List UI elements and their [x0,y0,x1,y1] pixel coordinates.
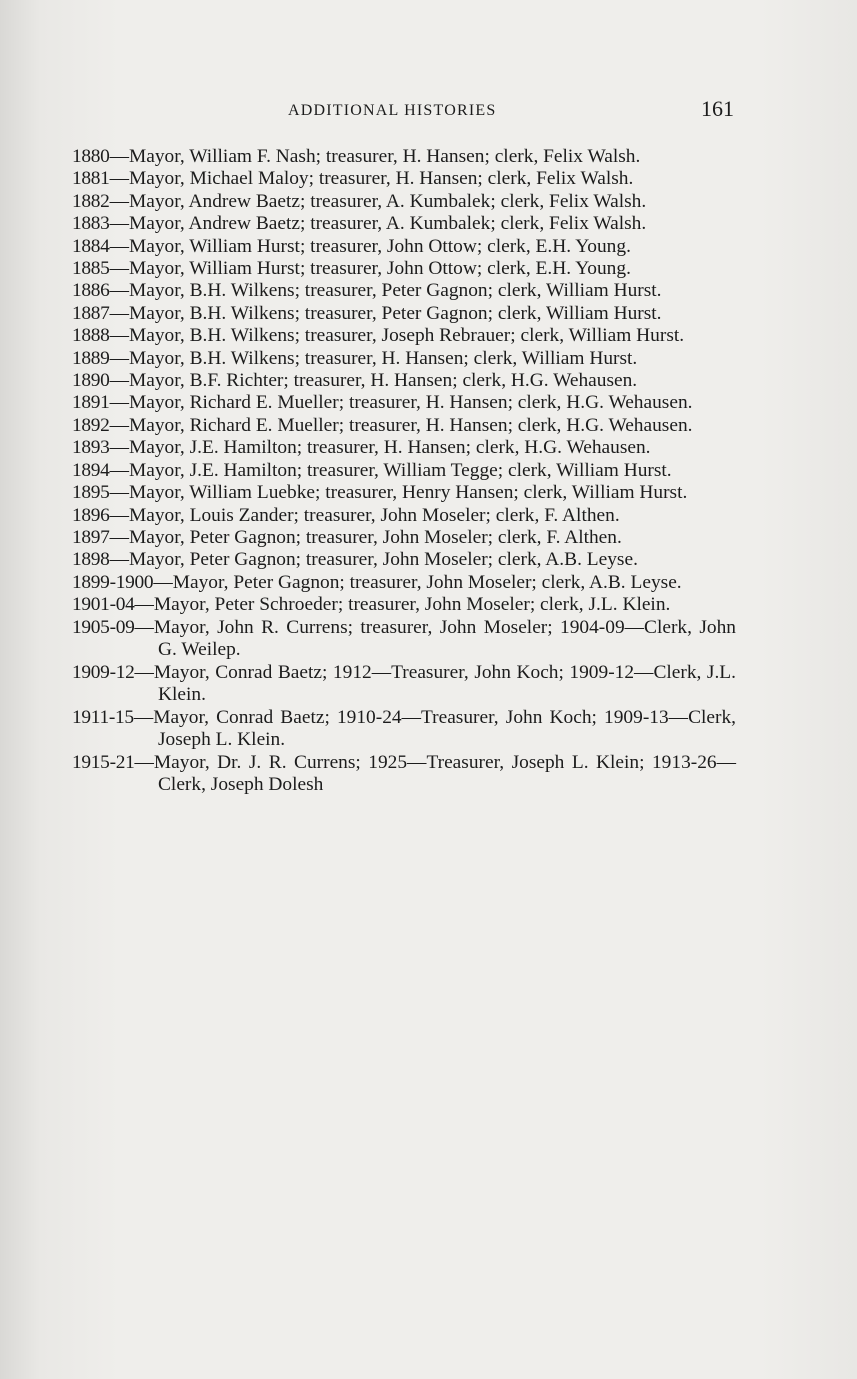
list-item [72,527,736,550]
entry-year: 1915-21 [72,751,135,773]
list-item [72,348,736,371]
list-item [72,707,736,752]
entry-year: 1887 [72,302,110,324]
list-item [72,617,736,662]
list-item [72,505,736,528]
entry-text: —Mayor, William Luebke; treasurer, Henry Hansen; clerk, William Hurst. [109,482,688,504]
entry-year: 1899-1900 [72,571,154,593]
list-item [72,572,736,595]
list-item [72,370,736,393]
list-item [72,752,736,797]
entry-text: —Mayor, B.H. Wilkens; treasurer, Peter Gagnon; clerk, William Hurst. [109,280,662,302]
entry-text: —Mayor, Peter Gagnon; treasurer, John Moseler; clerk, A.B. Leyse. [153,571,682,593]
list-item [72,280,736,303]
list-item [72,482,736,505]
list-item [72,168,736,191]
page-header [72,96,736,126]
entry-year: 1883 [72,213,110,235]
list-item [72,146,736,169]
page-number: 161 [701,96,734,121]
list-item [72,392,736,415]
entry-text: —Mayor, J.E. Hamilton; treasurer, William Tegge; clerk, William Hurst. [109,459,672,481]
entry-text: —Mayor, Louis Zander; treasurer, John Moseler; clerk, F. Althen. [109,504,620,526]
entry-text: —Mayor, B.H. Wilkens; treasurer, Joseph Rebrauer; clerk, William Hurst. [109,325,685,347]
list-item [72,415,736,438]
entry-year: 1889 [72,347,110,369]
entry-text: —Mayor, J.E. Hamilton; treasurer, H. Hansen; clerk, H.G. Wehausen. [109,437,651,459]
list-item [72,549,736,572]
entry-text: —Mayor, Conrad Baetz; 1912—Treasurer, John Koch; 1909-12—Clerk, J.L. Klein. [134,661,736,706]
entry-text: —Mayor, Richard E. Mueller; treasurer, H. Hansen; clerk, H.G. Wehausen. [109,392,693,414]
list-item [72,594,736,617]
entry-text: —Mayor, Andrew Baetz; treasurer, A. Kumbalek; clerk, Felix Walsh. [109,190,647,212]
list-item [72,460,736,483]
list-item [72,213,736,236]
running-head: ADDITIONAL HISTORIES [288,102,497,119]
list-item [72,437,736,460]
entry-year: 1901-04 [72,594,135,616]
entry-year: 1884 [72,235,110,257]
entry-text: —Mayor, B.H. Wilkens; treasurer, H. Hansen; clerk, William Hurst. [109,347,638,369]
entry-text: —Mayor, William F. Nash; treasurer, H. Hansen; clerk, Felix Walsh. [109,146,641,167]
entry-year: 1896 [72,504,110,526]
entry-text: —Mayor, Peter Gagnon; treasurer, John Moseler; clerk, A.B. Leyse. [109,549,638,571]
entry-text: —Mayor, Richard E. Mueller; treasurer, H. Hansen; clerk, H.G. Wehausen. [109,414,693,436]
entry-year: 1886 [72,280,110,302]
entry-year: 1911-15 [72,706,134,728]
entry-year: 1890 [72,370,110,392]
officer-list [72,146,736,797]
entry-text: —Mayor, Dr. J. R. Currens; 1925—Treasurer, Joseph L. Klein; 1913-26—Clerk, Joseph Dolesh [134,751,736,796]
entry-text: —Mayor, Conrad Baetz; 1910-24—Treasurer, John Koch; 1909-13—Clerk, Joseph L. Klein. [133,706,736,751]
entry-text: —Mayor, Michael Maloy; treasurer, H. Hansen; clerk, Felix Walsh. [109,168,634,190]
list-item [72,303,736,326]
entry-text: —Mayor, William Hurst; treasurer, John Ottow; clerk, E.H. Young. [109,258,631,280]
entry-year: 1891 [72,392,110,414]
entry-year: 1892 [72,414,110,436]
entry-year: 1881 [72,168,110,190]
list-item [72,258,736,281]
entry-text: —Mayor, Peter Schroeder; treasurer, John Moseler; clerk, J.L. Klein. [134,594,671,616]
list-item [72,662,736,707]
entry-year: 1894 [72,459,110,481]
entry-text: —Mayor, B.H. Wilkens; treasurer, Peter Gagnon; clerk, William Hurst. [109,302,662,324]
entry-text: —Mayor, Andrew Baetz; treasurer, A. Kumbalek; clerk, Felix Walsh. [109,213,647,235]
entry-year: 1885 [72,258,110,280]
entry-year: 1880 [72,146,110,167]
list-item [72,191,736,214]
entry-text: —Mayor, B.F. Richter; treasurer, H. Hansen; clerk, H.G. Wehausen. [109,370,638,392]
list-item [72,325,736,348]
entry-year: 1898 [72,549,110,571]
entry-year: 1893 [72,437,110,459]
entry-year: 1888 [72,325,110,347]
entry-year: 1905-09 [72,616,135,638]
entry-year: 1895 [72,482,110,504]
list-item [72,236,736,259]
entry-year: 1897 [72,526,110,548]
entry-text: —Mayor, William Hurst; treasurer, John Ottow; clerk, E.H. Young. [109,235,631,257]
entry-year: 1909-12 [72,661,135,683]
entry-text: —Mayor, Peter Gagnon; treasurer, John Moseler; clerk, F. Althen. [109,526,622,548]
entry-year: 1882 [72,190,110,212]
entry-text: —Mayor, John R. Currens; treasurer, John Moseler; 1904-09—Clerk, John G. Weilep. [134,616,736,661]
